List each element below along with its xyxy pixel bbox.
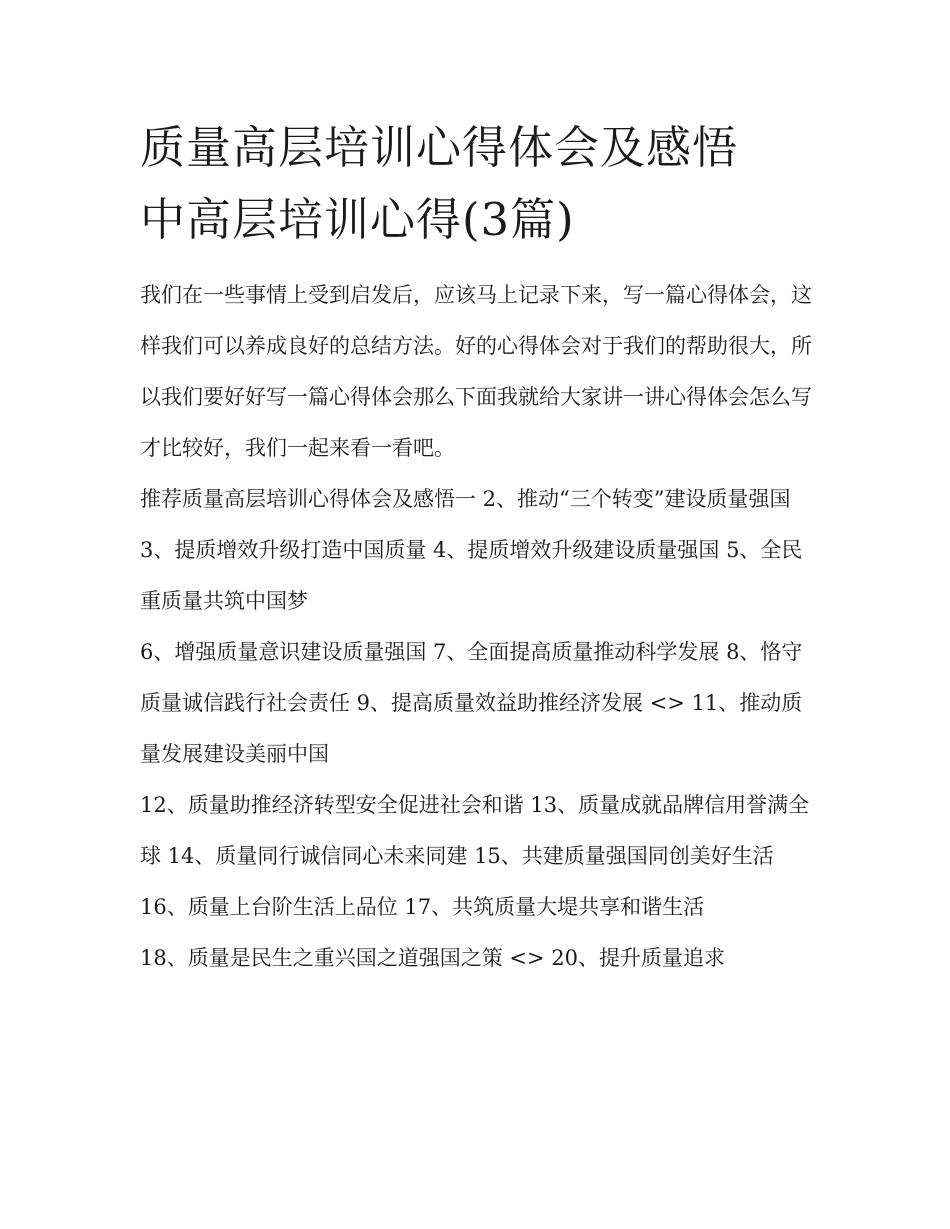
slogan-paragraph-4: 16、质量上台阶生活上品位 17、共筑质量大堤共享和谐生活	[140, 895, 705, 919]
slogan-paragraph-2: 6、增强质量意识建设质量强国 7、全面提高质量推动科学发展 8、恪守质量诚信践行社会责任 9、提高质量效益助推经济发展 <> 11、推动质量发展建设美丽中国	[140, 640, 803, 766]
title-line-2: 中高层培训心得(3篇)	[140, 193, 575, 246]
slogan-paragraph-3: 12、质量助推经济转型安全促进社会和谐 13、质量成就品牌信用誉满全球 14、质量同行诚信同心未来同建 15、共建质量强国同创美好生活	[140, 793, 810, 868]
title-line-1: 质量高层培训心得体会及感悟	[140, 121, 739, 174]
document-title	[140, 112, 820, 256]
slogan-paragraph-1: 推荐质量高层培训心得体会及感悟一 2、推动“三个转变”建设质量强国 3、提质增效升级打造中国质量 4、提质增效升级建设质量强国 5、全民重质量共筑中国梦	[140, 487, 803, 613]
document-page	[140, 112, 820, 984]
slogan-paragraph-5: 18、质量是民生之重兴国之道强国之策 <> 20、提升质量追求	[140, 946, 725, 970]
intro-paragraph: 我们在一些事情上受到启发后，应该马上记录下来，写一篇心得体会，这样我们可以养成良好的总结方法。好的心得体会对于我们的帮助很大，所以我们要好好写一篇心得体会那么下面我就给大家讲一讲心得体会怎么写才比较好，我们一起来看一看吧。	[140, 283, 812, 460]
